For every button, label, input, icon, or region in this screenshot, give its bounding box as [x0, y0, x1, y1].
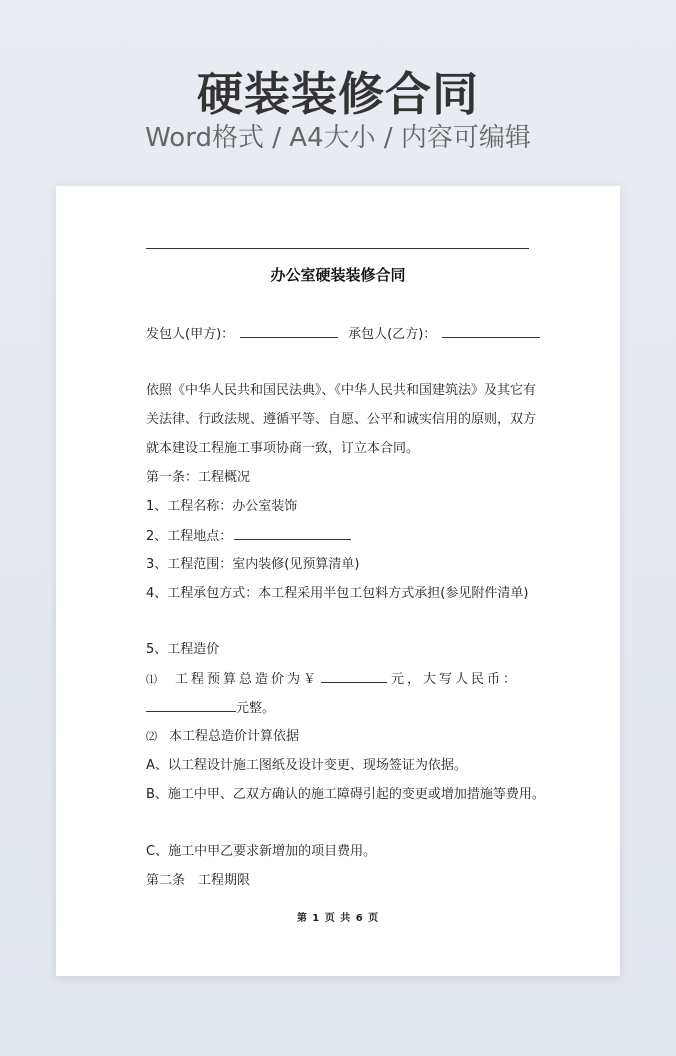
cost-2-number: ⑵ [146, 730, 157, 743]
project-location-blank[interactable] [234, 525, 351, 540]
document-page [56, 186, 620, 976]
article1-heading: 第一条：工程概况 [146, 470, 251, 485]
banner-subtitle: Word格式 / A4大小 / 内容可编辑 [145, 123, 531, 153]
item-cost-heading: 5、工程造价 [146, 642, 220, 657]
parties-line [146, 323, 530, 346]
cost-uppercase-blank[interactable] [146, 697, 236, 712]
cost-1-number: ⑴ [146, 673, 157, 686]
header-rule [146, 248, 529, 249]
article2-heading: 第二条 工程期限 [146, 873, 251, 888]
item-project-location-label: 2、工程地点： [146, 529, 233, 544]
cost-1-text: 工程预算总造价为￥ [175, 672, 320, 687]
party-b-label: 承包人(乙方)： [348, 327, 437, 342]
preamble-line-3: 就本建设工程施工事项协商一致，订立本合同。 [146, 441, 420, 456]
party-a-label: 发包人(甲方)： [146, 327, 235, 342]
cost-1-unit: 元，大写人民币： [391, 672, 520, 687]
preamble-line-2: 关法律、行政法规、遵循平等、自愿、公平和诚实信用的原则，双方 [146, 412, 537, 427]
basis-c: C、施工中甲乙要求新增加的项目费用。 [146, 844, 377, 859]
cost-amount-blank[interactable] [321, 668, 387, 683]
document-title: 办公室硬装装修合同 [270, 266, 406, 284]
item-contract-mode: 4、工程承包方式：本工程采用半包工包料方式承担(参见附件清单) [146, 586, 529, 601]
item-project-name: 1、工程名称：办公室装饰 [146, 499, 298, 514]
basis-b: B、施工中甲、乙双方确认的施工障碍引起的变更或增加措施等费用。 [146, 787, 545, 802]
cost-2-text: 本工程总造价计算依据 [169, 729, 300, 744]
cost-1-end: 元整。 [236, 701, 276, 716]
cost-line-1 [146, 668, 530, 691]
preamble-line-1: 依照《中华人民共和国民法典》、《中华人民共和国建筑法》及其它有 [146, 383, 537, 398]
party-b-blank[interactable] [442, 323, 540, 338]
party-a-blank[interactable] [240, 323, 338, 338]
cost-line-2 [146, 726, 530, 748]
item-project-location [146, 525, 530, 548]
cost-line-1-continued [146, 697, 530, 720]
banner-title: 硬装装修合同 [197, 67, 479, 121]
basis-a: A、以工程设计施工图纸及设计变更、现场签证为依据。 [146, 758, 467, 773]
item-project-scope: 3、工程范围：室内装修(见预算清单) [146, 557, 360, 572]
page-number-footer: 第 1 页 共 6 页 [296, 913, 380, 924]
